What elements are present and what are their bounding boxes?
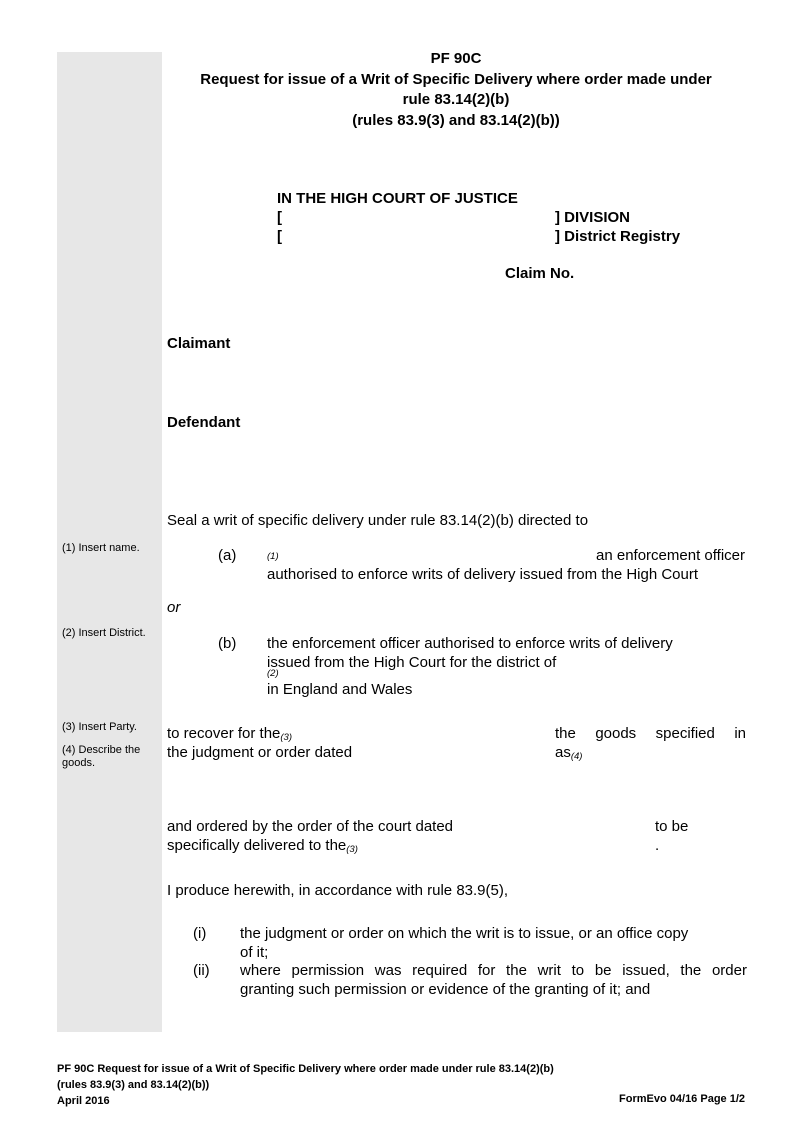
form-code: PF 90C (430, 50, 482, 67)
defendant-label: Defendant (167, 414, 241, 431)
recover-line2-left: the judgment or order dated (167, 744, 353, 761)
margin-note-2: (2) Insert District. (62, 627, 146, 639)
court-name: IN THE HIGH COURT OF JUSTICE (277, 190, 518, 207)
form-title-line1: Request for issue of a Writ of Specific Delivery where order made under (200, 70, 712, 88)
footnote-ref-3b: (3) (346, 844, 358, 855)
produce-line: I produce herewith, in accordance with rule 83.9(5), (167, 882, 509, 899)
item-a-line2: authorised to enforce writs of delivery issued from the High Court (267, 566, 699, 583)
footnote-ref-1: (1) (267, 551, 279, 562)
footer-page-number: FormEvo 04/16 Page 1/2 (619, 1093, 745, 1105)
margin-note-1: (1) Insert name. (62, 542, 140, 554)
footnote-ref-2: (2) (267, 668, 279, 679)
footer-line1: PF 90C Request for issue of a Writ of Specific Delivery where order made under rule 83.14(2)(b) (57, 1063, 554, 1075)
margin-note-3: (3) Insert Party. (62, 721, 137, 733)
footnote-ref-3: (3) (280, 732, 293, 743)
recover-line1-right: the goods specified in (555, 725, 746, 742)
or-label: or (167, 599, 181, 616)
claim-no-label: Claim No. (505, 265, 575, 282)
margin-note-4: (4) Describe the goods. (62, 744, 141, 769)
item-b-marker: (b) (218, 635, 237, 652)
division-open-bracket: [ (277, 209, 282, 226)
registry-label: ] District Registry (555, 228, 681, 245)
item-a-marker: (a) (218, 547, 237, 564)
list-ii-line1: where permission was required for the writ to be issued, the order (240, 962, 747, 979)
division-label: ] DIVISION (555, 209, 631, 226)
ordered-period: . (655, 837, 660, 854)
list-ii-marker: (ii) (193, 962, 210, 979)
ordered-line1-left: and ordered by the order of the court dated (167, 818, 454, 835)
item-b-line3: in England and Wales (267, 681, 413, 698)
list-i-marker: (i) (193, 925, 207, 942)
item-b-line1: the enforcement officer authorised to enforce writs of delivery (267, 635, 673, 652)
ordered-line2-left: specifically delivered to the(3) (167, 837, 358, 855)
footer-block (57, 1061, 554, 1109)
form-title-line2: rule 83.14(2)(b) (402, 91, 510, 108)
list-i-line1: the judgment or order on which the writ is to issue, or an office copy (240, 925, 689, 942)
item-a-line1-right: an enforcement officer (596, 547, 745, 564)
seal-instruction: Seal a writ of specific delivery under rule 83.14(2)(b) directed to (167, 512, 589, 529)
recover-line2-right: as(4) (555, 744, 583, 762)
recover-line1-left: to recover for the(3) (167, 725, 293, 743)
list-ii-line2: granting such permission or evidence of the granting of it; and (240, 981, 651, 998)
form-title-line3: (rules 83.9(3) and 83.14(2)(b)) (352, 111, 560, 129)
footer-line2: (rules 83.9(3) and 83.14(2)(b)) (57, 1079, 210, 1091)
footnote-ref-4: (4) (570, 751, 583, 762)
title-block (167, 49, 745, 131)
ordered-line1-right: to be (655, 818, 689, 835)
claimant-label: Claimant (167, 335, 231, 352)
registry-open-bracket: [ (277, 228, 282, 245)
footer-date: April 2016 (57, 1095, 110, 1107)
item-b-line2: issued from the High Court for the district of (267, 654, 557, 671)
list-i-line2: of it; (240, 944, 269, 961)
